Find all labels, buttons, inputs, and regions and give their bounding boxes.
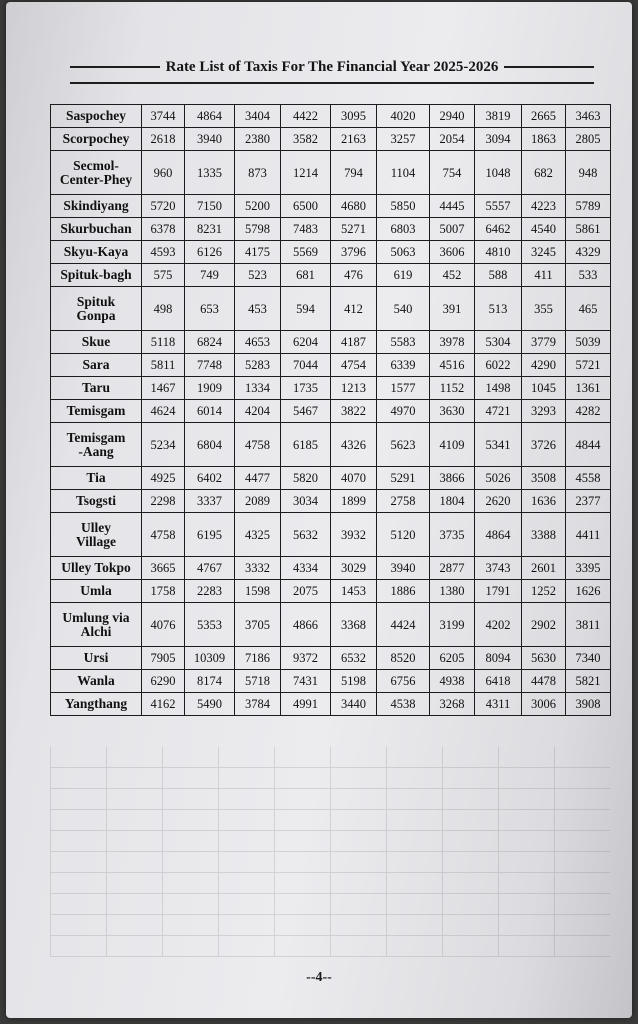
rate-cell: 3665 [142, 557, 185, 580]
rate-cell: 3908 [566, 693, 611, 716]
rate-cell: 4844 [566, 423, 611, 467]
rate-cell: 4109 [430, 423, 475, 467]
rate-cell: 498 [142, 287, 185, 331]
rate-cell: 7483 [281, 218, 331, 241]
rate-cell: 453 [235, 287, 281, 331]
rate-cell: 2075 [281, 580, 331, 603]
rate-cell: 5811 [142, 354, 185, 377]
place-name-cell: Umla [51, 580, 142, 603]
rate-cell: 4187 [331, 331, 377, 354]
rate-cell: 1636 [522, 490, 566, 513]
rate-cell: 3735 [430, 513, 475, 557]
rate-cell: 4334 [281, 557, 331, 580]
rate-cell: 2377 [566, 490, 611, 513]
rate-cell: 3395 [566, 557, 611, 580]
table-row [51, 693, 611, 716]
rate-cell: 4864 [185, 105, 235, 128]
rate-cell: 2805 [566, 128, 611, 151]
rate-cell: 3293 [522, 400, 566, 423]
rate-cell: 1791 [475, 580, 522, 603]
rate-cell: 3819 [475, 105, 522, 128]
title-rule-left [70, 66, 160, 68]
rate-cell: 533 [566, 264, 611, 287]
rate-cell: 6532 [331, 647, 377, 670]
rate-cell: 873 [235, 151, 281, 195]
rate-cell: 1252 [522, 580, 566, 603]
rate-cell: 6462 [475, 218, 522, 241]
rate-cell: 1453 [331, 580, 377, 603]
table-row [51, 241, 611, 264]
place-name-cell: Wanla [51, 670, 142, 693]
rate-cell: 2054 [430, 128, 475, 151]
table-row [51, 287, 611, 331]
rate-table [50, 104, 611, 716]
title-underline [70, 82, 594, 84]
table-row [51, 670, 611, 693]
rate-cell: 2601 [522, 557, 566, 580]
rate-cell: 5821 [566, 670, 611, 693]
rate-cell: 4411 [566, 513, 611, 557]
rate-cell: 3744 [142, 105, 185, 128]
rate-cell: 3245 [522, 241, 566, 264]
rate-cell: 3822 [331, 400, 377, 423]
table-row [51, 580, 611, 603]
table-row [51, 400, 611, 423]
table-row [51, 377, 611, 400]
rate-cell: 4758 [235, 423, 281, 467]
rate-cell: 4326 [331, 423, 377, 467]
rate-cell: 2283 [185, 580, 235, 603]
title-rule-right [504, 66, 594, 68]
rate-cell: 6014 [185, 400, 235, 423]
rate-cell: 5850 [377, 195, 430, 218]
rate-cell: 1886 [377, 580, 430, 603]
rate-cell: 3094 [475, 128, 522, 151]
rate-cell: 6378 [142, 218, 185, 241]
rate-cell: 5007 [430, 218, 475, 241]
rate-cell: 2877 [430, 557, 475, 580]
rate-cell: 4970 [377, 400, 430, 423]
table-row [51, 105, 611, 128]
rate-cell: 6418 [475, 670, 522, 693]
rate-cell: 5718 [235, 670, 281, 693]
rate-cell: 5291 [377, 467, 430, 490]
rate-cell: 3940 [185, 128, 235, 151]
table-row [51, 423, 611, 467]
rate-cell: 5120 [377, 513, 430, 557]
rate-cell: 5630 [522, 647, 566, 670]
rate-cell: 5234 [142, 423, 185, 467]
rate-cell: 2620 [475, 490, 522, 513]
rate-cell: 4076 [142, 603, 185, 647]
rate-cell: 1335 [185, 151, 235, 195]
rate-cell: 588 [475, 264, 522, 287]
rate-cell: 575 [142, 264, 185, 287]
rate-cell: 5467 [281, 400, 331, 423]
rate-cell: 4162 [142, 693, 185, 716]
rate-cell: 1045 [522, 377, 566, 400]
rate-cell: 540 [377, 287, 430, 331]
rate-cell: 5798 [235, 218, 281, 241]
rate-cell: 681 [281, 264, 331, 287]
rate-cell: 4070 [331, 467, 377, 490]
rate-cell: 1213 [331, 377, 377, 400]
table-row [51, 151, 611, 195]
rate-cell: 10309 [185, 647, 235, 670]
rate-cell: 1380 [430, 580, 475, 603]
rate-cell: 5118 [142, 331, 185, 354]
rate-cell: 5283 [235, 354, 281, 377]
table-row [51, 128, 611, 151]
title-row [70, 56, 594, 78]
rate-cell: 5861 [566, 218, 611, 241]
rate-cell: 6185 [281, 423, 331, 467]
rate-cell: 4422 [281, 105, 331, 128]
rate-cell: 4991 [281, 693, 331, 716]
rate-cell: 682 [522, 151, 566, 195]
rate-cell: 4282 [566, 400, 611, 423]
rate-cell: 7044 [281, 354, 331, 377]
rate-cell: 2163 [331, 128, 377, 151]
rate-cell: 2298 [142, 490, 185, 513]
place-name-cell: Skindiyang [51, 195, 142, 218]
page-number: --4-- [306, 970, 332, 985]
rate-cell: 452 [430, 264, 475, 287]
rate-cell: 6803 [377, 218, 430, 241]
rate-cell: 4540 [522, 218, 566, 241]
rate-cell: 794 [331, 151, 377, 195]
table-row [51, 354, 611, 377]
rate-cell: 5490 [185, 693, 235, 716]
rate-cell: 3779 [522, 331, 566, 354]
place-name-cell: Temisgam [51, 400, 142, 423]
place-name-cell: Spituk Gonpa [51, 287, 142, 331]
rate-cell: 3440 [331, 693, 377, 716]
table-row [51, 490, 611, 513]
place-name-cell: Skue [51, 331, 142, 354]
rate-cell: 1334 [235, 377, 281, 400]
rate-cell: 3978 [430, 331, 475, 354]
rate-cell: 3508 [522, 467, 566, 490]
rate-cell: 3006 [522, 693, 566, 716]
rate-cell: 6339 [377, 354, 430, 377]
rate-cell: 5341 [475, 423, 522, 467]
rate-cell: 3784 [235, 693, 281, 716]
rate-cell: 5198 [331, 670, 377, 693]
rate-cell: 2618 [142, 128, 185, 151]
rate-cell: 355 [522, 287, 566, 331]
rate-cell: 594 [281, 287, 331, 331]
rate-cell: 7186 [235, 647, 281, 670]
rate-cell: 3743 [475, 557, 522, 580]
rate-cell: 6804 [185, 423, 235, 467]
rate-cell: 4866 [281, 603, 331, 647]
table-row [51, 195, 611, 218]
rate-cell: 6500 [281, 195, 331, 218]
rate-cell: 8094 [475, 647, 522, 670]
rate-cell: 4864 [475, 513, 522, 557]
place-name-cell: Secmol- Center-Phey [51, 151, 142, 195]
rate-cell: 3268 [430, 693, 475, 716]
place-name-cell: Tia [51, 467, 142, 490]
rate-cell: 4175 [235, 241, 281, 264]
rate-cell: 2940 [430, 105, 475, 128]
rate-cell: 4938 [430, 670, 475, 693]
rate-cell: 4477 [235, 467, 281, 490]
table-row [51, 647, 611, 670]
rate-cell: 1577 [377, 377, 430, 400]
faded-back-page-grid [50, 747, 610, 957]
rate-cell: 5200 [235, 195, 281, 218]
rate-cell: 391 [430, 287, 475, 331]
rate-cell: 3199 [430, 603, 475, 647]
rate-cell: 3630 [430, 400, 475, 423]
rate-cell: 513 [475, 287, 522, 331]
rate-cell: 4325 [235, 513, 281, 557]
rate-cell: 465 [566, 287, 611, 331]
place-name-cell: Scorpochey [51, 128, 142, 151]
rate-cell: 4204 [235, 400, 281, 423]
rate-cell: 8520 [377, 647, 430, 670]
rate-cell: 6290 [142, 670, 185, 693]
rate-cell: 653 [185, 287, 235, 331]
rate-cell: 6824 [185, 331, 235, 354]
table-row [51, 331, 611, 354]
rate-cell: 2380 [235, 128, 281, 151]
rate-cell: 4925 [142, 467, 185, 490]
rate-cell: 3029 [331, 557, 377, 580]
rate-cell: 1626 [566, 580, 611, 603]
rate-cell: 6402 [185, 467, 235, 490]
rate-cell: 6204 [281, 331, 331, 354]
place-name-cell: Saspochey [51, 105, 142, 128]
rate-cell: 619 [377, 264, 430, 287]
rate-cell: 3726 [522, 423, 566, 467]
rate-cell: 749 [185, 264, 235, 287]
table-row [51, 513, 611, 557]
rate-cell: 4758 [142, 513, 185, 557]
rate-cell: 2758 [377, 490, 430, 513]
rate-cell: 7748 [185, 354, 235, 377]
rate-cell: 1598 [235, 580, 281, 603]
rate-cell: 3095 [331, 105, 377, 128]
rate-cell: 7905 [142, 647, 185, 670]
rate-cell: 7340 [566, 647, 611, 670]
rate-cell: 6756 [377, 670, 430, 693]
rate-cell: 2089 [235, 490, 281, 513]
rate-cell: 3932 [331, 513, 377, 557]
rate-cell: 3332 [235, 557, 281, 580]
rate-cell: 4329 [566, 241, 611, 264]
rate-cell: 5063 [377, 241, 430, 264]
place-name-cell: Yangthang [51, 693, 142, 716]
rate-cell: 3404 [235, 105, 281, 128]
rate-cell: 6205 [430, 647, 475, 670]
rate-cell: 4810 [475, 241, 522, 264]
table-row [51, 218, 611, 241]
rate-cell: 5632 [281, 513, 331, 557]
rate-cell: 4516 [430, 354, 475, 377]
rate-cell: 6126 [185, 241, 235, 264]
rate-cell: 8174 [185, 670, 235, 693]
rate-cell: 9372 [281, 647, 331, 670]
rate-cell: 4223 [522, 195, 566, 218]
rate-cell: 476 [331, 264, 377, 287]
rate-cell: 1863 [522, 128, 566, 151]
rate-cell: 1909 [185, 377, 235, 400]
place-name-cell: Ulley Village [51, 513, 142, 557]
rate-cell: 1804 [430, 490, 475, 513]
rate-cell: 1498 [475, 377, 522, 400]
rate-cell: 7431 [281, 670, 331, 693]
rate-cell: 5557 [475, 195, 522, 218]
rate-cell: 3368 [331, 603, 377, 647]
rate-cell: 4538 [377, 693, 430, 716]
page-title: Rate List of Taxis For The Financial Year 2025-2026 [165, 58, 499, 75]
rate-cell: 5721 [566, 354, 611, 377]
rate-cell: 4721 [475, 400, 522, 423]
rate-cell: 4290 [522, 354, 566, 377]
rate-cell: 4202 [475, 603, 522, 647]
rate-cell: 6195 [185, 513, 235, 557]
place-name-cell: Temisgam -Aang [51, 423, 142, 467]
rate-cell: 5623 [377, 423, 430, 467]
table-row [51, 264, 611, 287]
rate-cell: 3337 [185, 490, 235, 513]
rate-cell: 4311 [475, 693, 522, 716]
rate-cell: 4478 [522, 670, 566, 693]
rate-cell: 523 [235, 264, 281, 287]
place-name-cell: Umlung via Alchi [51, 603, 142, 647]
rate-cell: 1899 [331, 490, 377, 513]
place-name-cell: Sara [51, 354, 142, 377]
rate-cell: 948 [566, 151, 611, 195]
rate-cell: 4445 [430, 195, 475, 218]
rate-cell: 5271 [331, 218, 377, 241]
rate-cell: 4653 [235, 331, 281, 354]
rate-cell: 1467 [142, 377, 185, 400]
rate-cell: 4624 [142, 400, 185, 423]
rate-cell: 4020 [377, 105, 430, 128]
place-name-cell: Taru [51, 377, 142, 400]
place-name-cell: Ulley Tokpo [51, 557, 142, 580]
rate-cell: 3606 [430, 241, 475, 264]
rate-cell: 3257 [377, 128, 430, 151]
table-row [51, 467, 611, 490]
rate-cell: 5720 [142, 195, 185, 218]
rate-cell: 2665 [522, 105, 566, 128]
rate-cell: 3796 [331, 241, 377, 264]
rate-cell: 3463 [566, 105, 611, 128]
rate-cell: 4424 [377, 603, 430, 647]
rate-cell: 1214 [281, 151, 331, 195]
rate-cell: 4558 [566, 467, 611, 490]
rate-cell: 3811 [566, 603, 611, 647]
rate-cell: 1048 [475, 151, 522, 195]
rate-cell: 1104 [377, 151, 430, 195]
rate-cell: 4767 [185, 557, 235, 580]
rate-cell: 411 [522, 264, 566, 287]
document-page [6, 2, 632, 1018]
rate-cell: 4593 [142, 241, 185, 264]
rate-cell: 960 [142, 151, 185, 195]
place-name-cell: Ursi [51, 647, 142, 670]
table-row [51, 557, 611, 580]
rate-cell: 5820 [281, 467, 331, 490]
rate-cell: 5304 [475, 331, 522, 354]
rate-cell: 5026 [475, 467, 522, 490]
rate-cell: 3582 [281, 128, 331, 151]
rate-cell: 3866 [430, 467, 475, 490]
rate-cell: 5353 [185, 603, 235, 647]
rate-cell: 1758 [142, 580, 185, 603]
rate-cell: 5583 [377, 331, 430, 354]
place-name-cell: Skurbuchan [51, 218, 142, 241]
rate-cell: 6022 [475, 354, 522, 377]
rate-cell: 412 [331, 287, 377, 331]
rate-cell: 3034 [281, 490, 331, 513]
table-row [51, 603, 611, 647]
rate-cell: 1735 [281, 377, 331, 400]
rate-cell: 2902 [522, 603, 566, 647]
rate-cell: 5039 [566, 331, 611, 354]
place-name-cell: Skyu-Kaya [51, 241, 142, 264]
place-name-cell: Spituk-bagh [51, 264, 142, 287]
rate-cell: 3388 [522, 513, 566, 557]
rate-cell: 5569 [281, 241, 331, 264]
rate-cell: 3940 [377, 557, 430, 580]
rate-table-body [51, 105, 611, 716]
rate-cell: 1152 [430, 377, 475, 400]
place-name-cell: Tsogsti [51, 490, 142, 513]
rate-cell: 5789 [566, 195, 611, 218]
rate-cell: 4680 [331, 195, 377, 218]
rate-cell: 3705 [235, 603, 281, 647]
rate-cell: 4754 [331, 354, 377, 377]
rate-cell: 1361 [566, 377, 611, 400]
rate-cell: 754 [430, 151, 475, 195]
rate-cell: 8231 [185, 218, 235, 241]
rate-cell: 7150 [185, 195, 235, 218]
